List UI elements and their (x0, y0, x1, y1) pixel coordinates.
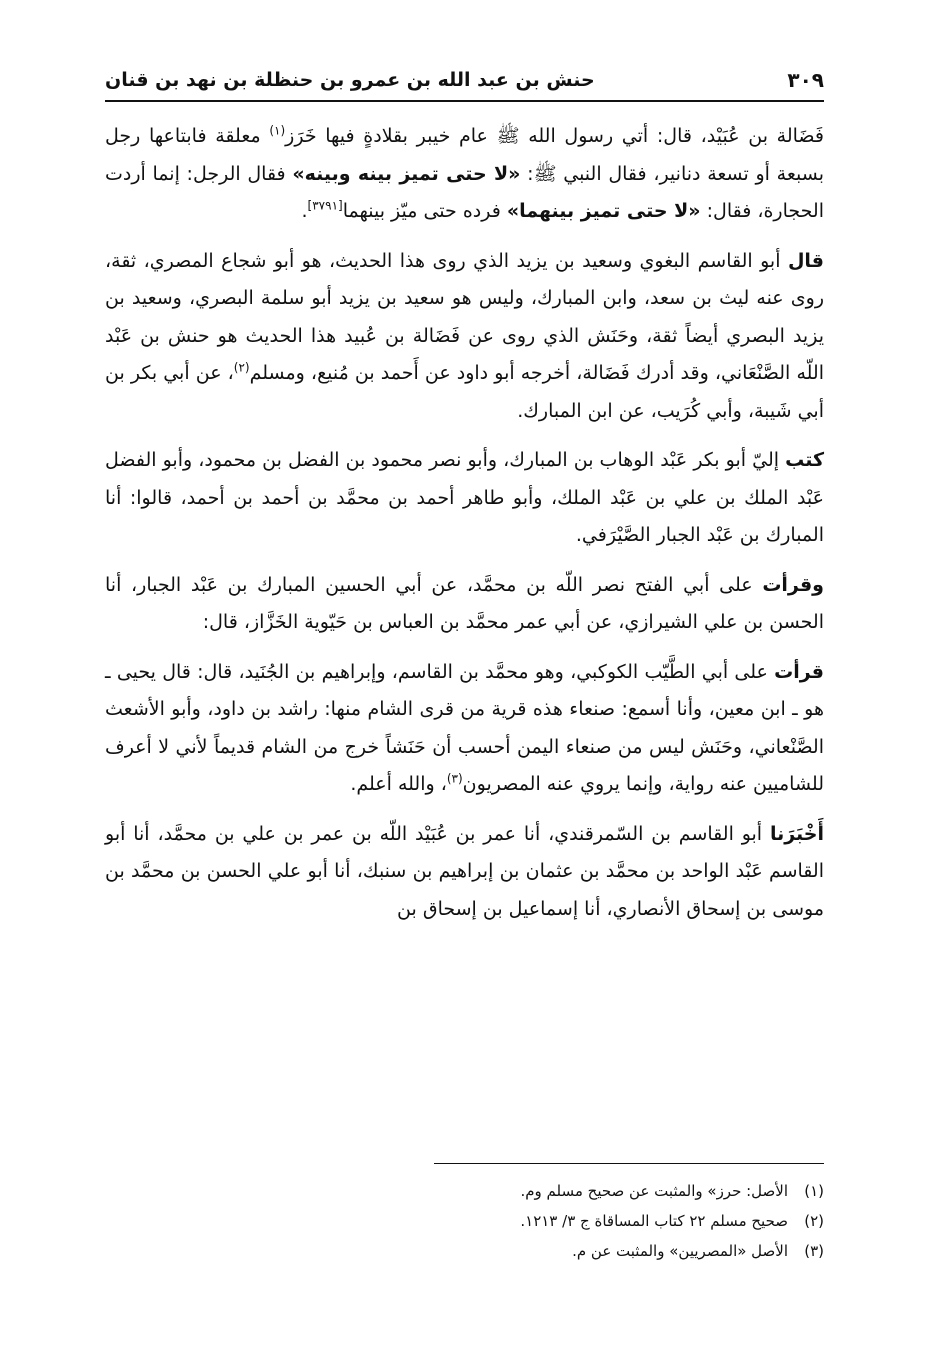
paragraph-gap (105, 430, 824, 442)
paragraph-1 (105, 118, 824, 231)
footnote-marker-3: (٣) (446, 771, 463, 786)
footnote-2-number: (٢) (804, 1212, 824, 1230)
paragraph-6-lead: أَخْبَرَنا (769, 822, 824, 845)
paragraph-5-lead: قرأت (774, 660, 824, 683)
main-text (105, 118, 824, 928)
paragraph-3-lead: كتب (785, 449, 824, 471)
paragraph-2-text-2: ، عن أبي بكر بن أبي شَيبة، وأبي كُرَيب، عن ابن المبارك. (105, 362, 824, 422)
paragraph-gap (105, 642, 824, 654)
footnote-3-number: (٣) (804, 1242, 824, 1260)
paragraph-2-text: أبو القاسم البغوي وسعيد بن يزيد الذي روى هذا الحديث، هو أبو شجاع المصري، ثقة، روى عنه ليث بن سعد، وابن المبارك، وليس هو سعيد بن يزيد أبو سلمة البصري، وسعيد بن يزيد البصري أيضاً ثقة، وحَنَش الذي روى عن فَضَالة بن عُبيد هذا الحديث هو حنش بن عَبْد اللّه الصَّنْعَاني، وقد أدرك فَضَالة، أخرجه أبو داود عن أَحمد بن مُنيع، ومسلم (105, 249, 824, 384)
footnote-1 (200, 1176, 824, 1206)
footnote-2-text: صحيح مسلم ٢٢ كتاب المساقاة ج ٣/ ١٢١٣. (520, 1212, 788, 1230)
paragraph-3 (105, 442, 824, 555)
paragraph-gap (105, 555, 824, 567)
paragraph-1-text-3: فقال الرجل: إنما أردت الحجارة، فقال: (105, 162, 824, 222)
header-rule (105, 100, 824, 102)
footnote-marker-1: (١) (269, 123, 286, 138)
paragraph-5 (105, 654, 824, 804)
paragraph-5-text-2: ، والله أعلم. (350, 773, 447, 795)
page-number: ٣٠٩ (787, 68, 824, 92)
paragraph-1-text-4: فرده حتى ميّز بينهما (342, 200, 507, 222)
paragraph-gap (105, 804, 824, 816)
footnote-1-text: الأصل: حرز» والمثبت عن صحيح مسلم وم. (520, 1182, 788, 1200)
header-title: حنش بن عبد الله بن عمرو بن حنظلة بن نهد بن قنان (105, 69, 595, 91)
footnotes (200, 1176, 824, 1266)
hadith-quote-1: «لا حتى تميز بينه وبينه» (292, 162, 521, 185)
running-header (105, 62, 824, 98)
footnote-marker-2: (٢) (233, 360, 250, 375)
paragraph-1-text: فَضَالة بن عُبَيْد، قال: أتي رسول الله ﷺ عام خيبر بقلادةٍ فيها خَرَز (285, 125, 824, 147)
paragraph-gap (105, 231, 824, 243)
hadith-reference-number: [٣٧٩١] (307, 198, 343, 213)
paragraph-6 (105, 816, 824, 929)
paragraph-2-lead: قال (787, 249, 824, 272)
paragraph-3-text: إليّ أبو بكر عَبْد الوهاب بن المبارك، وأبو نصر محمود بن الفضل بن محمود، وأبو الفضل عَبْد الملك بن علي بن عَبْد الملك، وأبو طاهر أحمد بن محمَّد بن أحمد بن أحمد، قالوا: أنا المبارك بن عَبْد الجبار الصَّيْرَفي. (105, 449, 824, 546)
paragraph-1-end: . (301, 200, 308, 222)
footnote-3-text: الأصل «المصريين» والمثبت عن م. (572, 1242, 788, 1260)
hadith-quote-2: «لا حتى تميز بينهما» (506, 200, 701, 222)
footnote-1-number: (١) (804, 1182, 824, 1200)
paragraph-4 (105, 567, 824, 642)
paragraph-4-text: على أبي الفتح نصر اللّه بن محمَّد، عن أبي الحسين المبارك بن عَبْد الجبار، أنا الحسن بن علي الشيرازي، عن أبي عمر محمَّد بن العباس بن حَيّوية الخَزَّاز، قال: (105, 573, 824, 633)
paragraph-5-text: على أبي الطَّيّب الكوكبي، وهو محمَّد بن القاسم، وإبراهيم بن الجُنَيد، قال: قال يحيى ـ هو ـ ابن معين، وأنا أسمع: صنعاء هذه قرية من قرى الشام منها: راشد بن داود، وأبو الأشعث الصَّنْعاني، وحَنَش ليس من صنعاء اليمن أحسب أن حَنَشاً خرج من الشام قديماً لأني لا أعرف للشاميين عنه رواية، وإنما يروي عنه المصريون (105, 660, 824, 795)
footnote-3 (200, 1236, 824, 1266)
paragraph-1-text-2: معلقة فابتاعها رجل بسبعة أو تسعة دنانير، فقال النبي ﷺ: (105, 125, 824, 185)
footnote-rule (434, 1163, 824, 1164)
paragraph-6-text: أبو القاسم بن السّمرقندي، أنا عمر بن عُبَيْد اللّه بن عمر بن علي بن محمَّد، أنا أبو القاسم عَبْد الواحد بن محمَّد بن عثمان بن إبراهيم بن سنبك، أنا أبو علي الحسن بن محمَّد بن موسى بن إسحاق الأنصاري، أنا إسماعيل بن إسحاق بن (105, 822, 824, 920)
paragraph-2 (105, 243, 824, 431)
paragraph-4-lead: وقرأت (762, 573, 824, 596)
footnote-2 (200, 1206, 824, 1236)
